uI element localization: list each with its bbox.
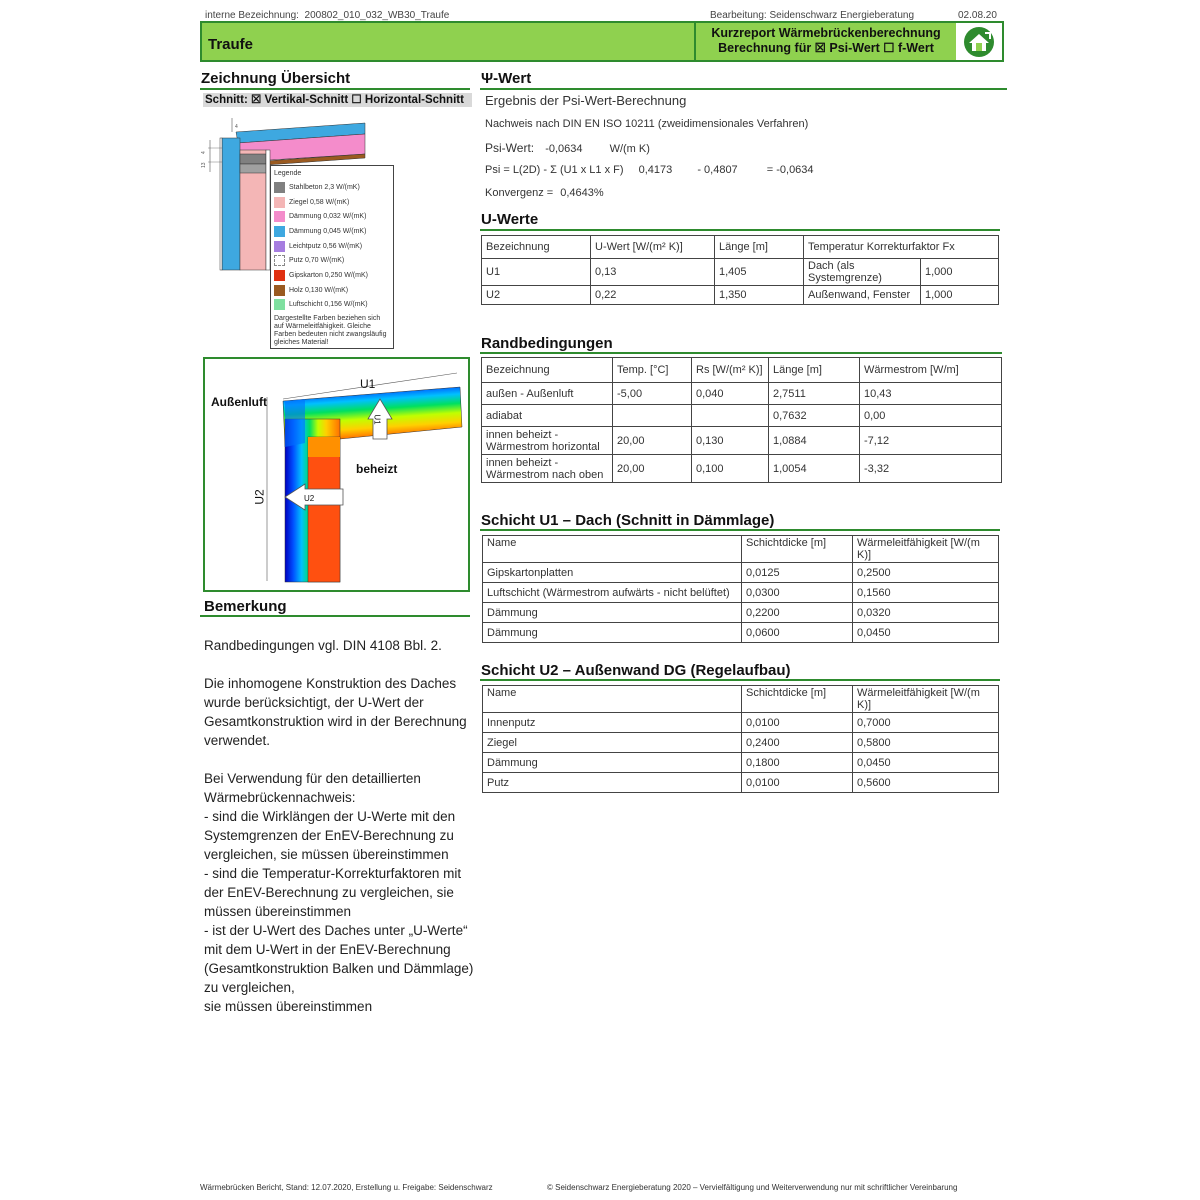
- legend-list: [274, 180, 390, 312]
- cell: 0,5800: [853, 733, 999, 753]
- legend-item: [274, 283, 390, 298]
- remark-title: Bemerkung: [204, 598, 287, 615]
- col-header: U-Wert [W/(m² K)]: [591, 236, 715, 259]
- cell: 20,00: [613, 427, 692, 455]
- col-header: Wärmeleitfähigkeit [W/(m K)]: [853, 686, 999, 713]
- cell: [613, 405, 692, 427]
- rand-table: [481, 357, 1002, 483]
- cell: -5,00: [613, 383, 692, 405]
- outside-air-label: Außenluft: [211, 395, 267, 409]
- cell: 0,0100: [742, 713, 853, 733]
- convergence-label: Konvergenz =: [485, 187, 554, 199]
- report-line-1: Kurzreport Wärmebrückenberechnung: [711, 26, 941, 40]
- table-header-row: [482, 236, 999, 259]
- cell: 1,000: [921, 286, 999, 305]
- cell: innen beheizt - Wärmestrom horizontal: [482, 427, 613, 455]
- cell: 0,7632: [769, 405, 860, 427]
- psi-result-title: Ergebnis der Psi-Wert-Berechnung: [485, 93, 687, 108]
- footer-left: Wärmebrücken Bericht, Stand: 12.07.2020, Erstellung u. Freigabe: Seidenschwarz: [200, 1183, 493, 1192]
- cell: 0,0600: [742, 623, 853, 643]
- header-bar: [200, 21, 1004, 62]
- col-header: Bezeichnung: [482, 358, 613, 383]
- cell: adiabat: [482, 405, 613, 427]
- cell: 0,22: [591, 286, 715, 305]
- legend-label: Leichtputz 0,56 W/(mK): [289, 242, 363, 250]
- dim-label: 13: [201, 162, 207, 168]
- dim-label: 4: [201, 151, 207, 154]
- cell: -7,12: [860, 427, 1002, 455]
- table-header-row: [483, 536, 999, 563]
- cell: außen - Außenluft: [482, 383, 613, 405]
- drawing-title-underline: [200, 88, 470, 90]
- cell: U2: [482, 286, 591, 305]
- cell: Dämmung: [483, 753, 742, 773]
- cell: Dach (als Systemgrenze): [804, 259, 921, 286]
- legend-label: Stahlbeton 2,3 W/(mK): [289, 183, 360, 191]
- cell: 2,7511: [769, 383, 860, 405]
- legend-swatch: [274, 255, 285, 266]
- heated-label: beheizt: [356, 462, 398, 476]
- table-row: [483, 583, 999, 603]
- psi-proof: Nachweis nach DIN EN ISO 10211 (zweidimensionales Verfahren): [485, 118, 809, 130]
- psi-formula: Psi = L(2D) - Σ (U1 x L1 x F): [485, 164, 624, 176]
- table-row: [482, 286, 999, 305]
- psi-title-underline: [480, 88, 1007, 90]
- dim-label: 4: [235, 124, 238, 130]
- cell: 0,0300: [742, 583, 853, 603]
- table-row: [482, 383, 1002, 405]
- col-header: Schichtdicke [m]: [742, 536, 853, 563]
- convergence-value: 0,4643%: [560, 187, 604, 199]
- rand-title: Randbedingungen: [481, 335, 613, 352]
- table-header-row: [482, 358, 1002, 383]
- psi-value: -0,0634: [545, 143, 583, 155]
- cell: Putz: [483, 773, 742, 793]
- cell: 0,100: [692, 455, 769, 483]
- col-header: Schichtdicke [m]: [742, 686, 853, 713]
- page-title: Traufe: [208, 36, 254, 53]
- legend-item: [274, 195, 390, 210]
- legend-item: [274, 253, 390, 268]
- cell: 0,2200: [742, 603, 853, 623]
- legend-swatch: [274, 197, 285, 208]
- table-row: [483, 773, 999, 793]
- legend-title: Legende: [274, 170, 302, 177]
- internal-id: 200802_010_032_WB30_Traufe: [304, 10, 450, 21]
- legend-swatch: [274, 182, 285, 193]
- col-header: Name: [483, 686, 742, 713]
- col-header: Wärmeleitfähigkeit [W/(m K)]: [853, 536, 999, 563]
- table-row: [482, 455, 1002, 483]
- col-header: Länge [m]: [715, 236, 804, 259]
- legend-label: Luftschicht 0,156 W/(mK): [289, 301, 368, 309]
- u2-title-underline: [480, 679, 1000, 681]
- u1-layers-title: Schicht U1 – Dach (Schnitt in Dämmlage): [481, 512, 775, 529]
- cell: 0,130: [692, 427, 769, 455]
- psi-section-title: Ψ-Wert: [481, 70, 532, 87]
- legend-swatch: [274, 241, 285, 252]
- legend-swatch: [274, 226, 285, 237]
- u1-title-underline: [480, 529, 1000, 531]
- drawing-title: Zeichnung Übersicht: [201, 70, 351, 87]
- cell: 0,040: [692, 383, 769, 405]
- cell: 0,0125: [742, 563, 853, 583]
- cell: innen beheizt - Wärmestrom nach oben: [482, 455, 613, 483]
- cell: Dämmung: [483, 603, 742, 623]
- psi-value-line: [485, 141, 650, 155]
- legend-label: Dämmung 0,032 W/(mK): [289, 213, 367, 221]
- cell: 10,43: [860, 383, 1002, 405]
- cell: Außenwand, Fenster: [804, 286, 921, 305]
- psi-formula-line: [485, 164, 814, 176]
- schnitt-selector: Schnitt: ☒ Vertikal-Schnitt ☐ Horizontal-Schnitt: [203, 93, 472, 107]
- legend-item: [274, 209, 390, 224]
- psi-formula-a: 0,4173: [638, 164, 673, 176]
- cell: 0,0320: [853, 603, 999, 623]
- cell: Dämmung: [483, 623, 742, 643]
- table-row: [483, 623, 999, 643]
- table-row: [483, 603, 999, 623]
- cell: Innenputz: [483, 713, 742, 733]
- cell: Ziegel: [483, 733, 742, 753]
- remark-text: Randbedingungen vgl. DIN 4108 Bbl. 2. Die inhomogene Konstruktion des Daches wurde berücksichtigt, der U-Wert der Gesamtkonstruktion wird in der Berechnung verwendet. Bei Verwendung für den detaillierten Wärmebrückennachweis: - sind die Wirklängen der U-Werte mit den Systemgrenzen der EnEV-Berechnung zu vergleichen, sie müssen übereinstimmen - sind die Temperatur-Korrekturfaktoren mit der EnEV-Berechnung zu vergleichen, sie müssen übereinstimmen - ist der U-Wert des Daches unter „U-Werte“ mit dem U-Wert in der EnEV-Berechnung (Gesamtkonstruktion Balken und Dämmlage) zu vergleichen, sie müssen übereinstimmen: [204, 638, 474, 1014]
- cell: 0,2500: [853, 563, 999, 583]
- legend-swatch: [274, 285, 285, 296]
- convergence-line: [485, 187, 604, 199]
- editor-label: Bearbeitung: Seidenschwarz Energieberatung: [710, 10, 915, 21]
- rand-title-underline: [480, 352, 1002, 354]
- table-row: [483, 733, 999, 753]
- cell: 0,1560: [853, 583, 999, 603]
- legend-label: Dämmung 0,045 W/(mK): [289, 227, 367, 235]
- cell: 1,0054: [769, 455, 860, 483]
- u1-dim-label: U1: [360, 377, 376, 391]
- table-row: [483, 713, 999, 733]
- table-row: [482, 259, 999, 286]
- legend-item: [274, 180, 390, 195]
- cell: 1,0884: [769, 427, 860, 455]
- legend-swatch: [274, 299, 285, 310]
- uwerte-table: [481, 235, 999, 305]
- u2-layers-table: [482, 685, 999, 793]
- legend-item: [274, 268, 390, 283]
- cell: 1,000: [921, 259, 999, 286]
- u1-layers-table: [482, 535, 999, 643]
- cell: 0,0450: [853, 623, 999, 643]
- psi-formula-c: = -0,0634: [766, 164, 814, 176]
- cell: 0,1800: [742, 753, 853, 773]
- cell: 0,7000: [853, 713, 999, 733]
- cell: 20,00: [613, 455, 692, 483]
- legend-note: Dargestellte Farben beziehen sich auf Wärmeleitfähigkeit. Gleiche Farben bedeuten nicht zwangsläufig gleiches Material!: [274, 315, 387, 347]
- thermal-simulation: [203, 357, 470, 592]
- footer-right: © Seidenschwarz Energieberatung 2020 – Vervielfältigung und Weiterverwendung nur mit schriftlicher Vereinbarung: [547, 1183, 958, 1192]
- report-line-2: Berechnung für ☒ Psi-Wert ☐ f-Wert: [718, 41, 934, 55]
- col-header: Temp. [°C]: [613, 358, 692, 383]
- uwerte-title: U-Werte: [481, 211, 539, 228]
- legend-label: Putz 0,70 W/(mK): [289, 257, 345, 265]
- report-type: [694, 21, 958, 62]
- u2-dim-label: U2: [252, 489, 267, 505]
- col-header: Bezeichnung: [482, 236, 591, 259]
- col-header: Name: [483, 536, 742, 563]
- cell: -3,32: [860, 455, 1002, 483]
- legend-item: [274, 239, 390, 254]
- table-row: [482, 427, 1002, 455]
- legend-item: [274, 224, 390, 239]
- cell: 0,13: [591, 259, 715, 286]
- u2-arrow-label: U2: [304, 494, 315, 503]
- cell: Gipskartonplatten: [483, 563, 742, 583]
- legend-label: Ziegel 0,58 W/(mK): [289, 198, 350, 206]
- report-date: 02.08.20: [958, 10, 997, 21]
- table-row: [483, 563, 999, 583]
- cell: Luftschicht (Wärmestrom aufwärts - nicht belüftet): [483, 583, 742, 603]
- psi-formula-b: - 0,4807: [697, 164, 738, 176]
- psi-label: Psi-Wert:: [485, 141, 535, 155]
- cell: 0,00: [860, 405, 1002, 427]
- table-row: [482, 405, 1002, 427]
- col-header: Wärmestrom [W/m]: [860, 358, 1002, 383]
- uwerte-title-underline: [480, 229, 1000, 231]
- cell: 1,405: [715, 259, 804, 286]
- cell: 1,350: [715, 286, 804, 305]
- internal-designation: [205, 10, 449, 21]
- cell: 0,0100: [742, 773, 853, 793]
- col-header: Rs [W/(m² K)]: [692, 358, 769, 383]
- cell: [692, 405, 769, 427]
- legend-label: Holz 0,130 W/(mK): [289, 286, 349, 294]
- house-logo-icon: [956, 23, 1002, 60]
- legend-label: Gipskarton 0,250 W/(mK): [289, 271, 368, 279]
- cell: 0,2400: [742, 733, 853, 753]
- u1-arrow-label: U1: [372, 414, 382, 425]
- cell: 0,0450: [853, 753, 999, 773]
- legend-swatch: [274, 211, 285, 222]
- remark-title-underline: [200, 615, 470, 617]
- table-row: [483, 753, 999, 773]
- u2-layers-title: Schicht U2 – Außenwand DG (Regelaufbau): [481, 662, 791, 679]
- col-header: Temperatur Korrekturfaktor Fx: [804, 236, 999, 259]
- table-header-row: [483, 686, 999, 713]
- legend-swatch: [274, 270, 285, 281]
- cell: U1: [482, 259, 591, 286]
- internal-label: interne Bezeichnung:: [205, 10, 299, 21]
- legend-item: [274, 298, 390, 313]
- cell: 0,5600: [853, 773, 999, 793]
- col-header: Länge [m]: [769, 358, 860, 383]
- psi-unit: W/(m K): [609, 143, 650, 155]
- legend-box: [270, 165, 394, 349]
